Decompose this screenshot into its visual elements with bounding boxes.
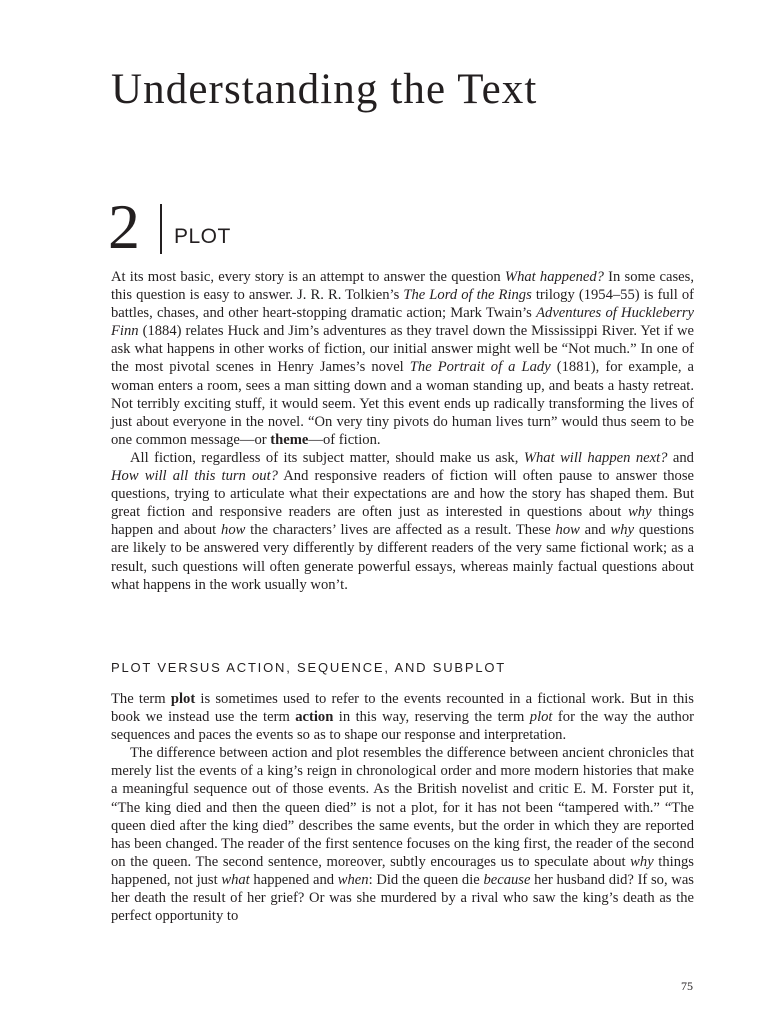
text-run: —of fiction.: [308, 431, 381, 448]
text-run: The term: [111, 691, 171, 707]
italic-text: The Lord of the Rings: [403, 287, 532, 304]
italic-text: how: [555, 522, 580, 539]
text-run: for the way the author sequences and paces the events so as to shape our response and interpretation.: [111, 709, 694, 744]
chapter-number: 2: [108, 191, 140, 262]
text-run: and: [579, 522, 611, 539]
italic-text: What will happen next?: [523, 449, 668, 466]
italic-text: What happened?: [504, 269, 604, 285]
text-run: In some cases, this question is easy to answer. J. R. R. Tolkien’s: [111, 269, 694, 304]
chapter-title: PLOT: [174, 225, 231, 248]
italic-text: because: [483, 871, 531, 888]
italic-text: how: [221, 522, 246, 539]
text-run: (1884) relates Huck and Jim’s adventures as they travel down the Mississippi River. Yet if we ask what happens in other works of fiction, our initial answer might well be “Not much.” In one of the most pivotal scenes in Henry James’s novel: [111, 323, 694, 376]
text-run: questions are likely to be answered very differently by different readers of the very same fictional work; as a result, such questions will often generate powerful essays, whereas mainly factual questions about what happens in the work usually won’t.: [111, 522, 694, 593]
text-run: At its most basic, every story is an attempt to answer the question: [111, 269, 505, 285]
italic-text: Adventures of Huckleberry Finn: [111, 305, 694, 340]
text-run: And responsive readers of fiction will often pause to answer those questions, trying to articulate what their expectations are and how the story has shaped them. But great fiction and responsive readers are often just as interested in questions about: [111, 468, 694, 521]
italic-text: why: [628, 504, 652, 521]
text-run: trilogy (1954–55) is full of battles, chases, and other heart-stopping dramatic action; Mark Twain’s: [111, 287, 694, 322]
text-run: the characters’ lives are affected as a result. These: [245, 522, 556, 539]
text-run: The difference between action and plot resembles the difference between ancient chronicles that merely list the events of a king’s reign in chronological order and more modern histories that make a meaningful sequence out of those events. As the British novelist and critic E. M. Forster put it, “The king died and then the queen died” is not a plot, for it has not been “tampered with.” “The queen died after the king died” describes the same events, but the order in which they are reported has been changed. The reader of the first sentence focuses on the king first, the reader of the second on the queen. The second sentence, moreover, subtly encourages us to speculate about: [111, 745, 694, 870]
paragraph: [111, 690, 694, 744]
page-title: Understanding the Text: [111, 66, 538, 113]
text-run: in this way, reserving the term: [333, 709, 530, 726]
text-run: is sometimes used to refer to the events recounted in a fictional work. But in this book we instead use the term: [111, 691, 694, 726]
text-run: : Did the queen die: [368, 871, 484, 888]
key-term: action: [295, 709, 334, 726]
text-run: her husband did? If so, was her death the result of her grief? Or was she murdered by a rival who saw the king’s death as the perfect opportunity to: [111, 871, 694, 925]
key-term: theme: [270, 431, 309, 448]
section-text: [111, 690, 694, 925]
section-heading: PLOT VERSUS ACTION, SEQUENCE, AND SUBPLOT: [111, 660, 507, 675]
text-run: (1881), for example, a woman enters a room, sees a man sitting down and a woman standing up, and beats a hasty retreat. Not terribly exciting stuff, it would seem. Yet this event ends up radically transforming the lives of just about everyone in the novel. “On very tiny pivots do human lives turn” would thus seem to be one common message—or: [111, 359, 694, 448]
chapter-divider: [160, 204, 162, 254]
text-run: things happened, not just: [111, 853, 694, 888]
paragraph: [111, 268, 694, 449]
italic-text: How will all this turn out?: [111, 468, 278, 485]
italic-text: what: [221, 871, 250, 888]
text-run: All fiction, regardless of its subject matter, should make us ask,: [130, 449, 524, 466]
paragraph: [111, 449, 694, 594]
text-run: things happen and about: [111, 504, 695, 539]
italic-text: The Portrait of a Lady: [409, 359, 551, 376]
italic-text: why: [610, 522, 635, 539]
intro-text: [111, 268, 694, 594]
page-number: 75: [681, 979, 693, 993]
text-run: happened and: [249, 871, 338, 888]
italic-text: when: [337, 871, 369, 888]
italic-text: why: [630, 853, 654, 870]
italic-text: plot: [529, 709, 553, 726]
paragraph: [111, 744, 694, 925]
key-term: plot: [170, 691, 196, 707]
text-run: and: [667, 449, 694, 466]
